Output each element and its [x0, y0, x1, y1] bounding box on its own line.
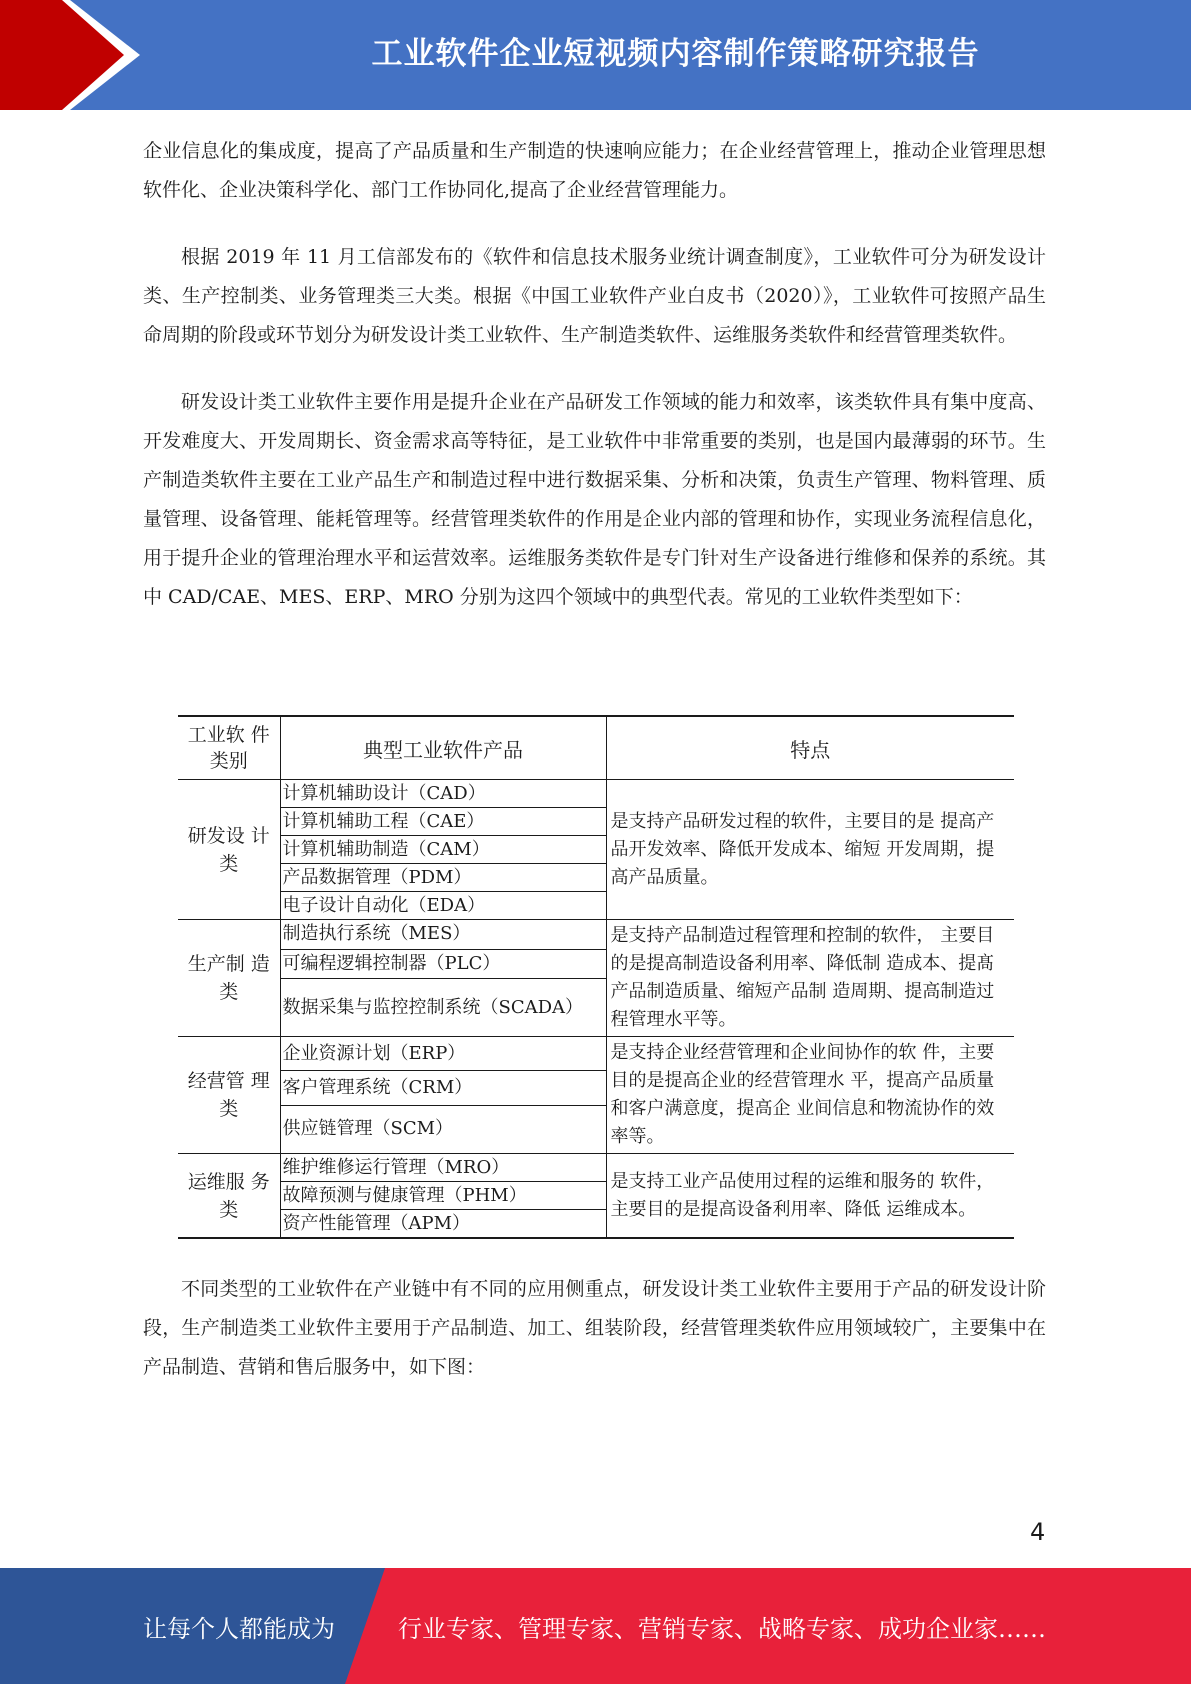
category-cell: 经营管 理类: [178, 1037, 280, 1154]
table-row: [178, 1154, 1014, 1182]
body-content: [143, 132, 1046, 617]
feature-cell: 是支持产品研发过程的软件，主要目的是 提高产品开发效率、降低开发成本、缩短 开发周期，提高产品质量。: [606, 780, 1014, 920]
product-cell: 计算机辅助制造（CAM）: [280, 836, 606, 864]
footer-slogan-left: 让每个人都能成为: [143, 1614, 335, 1643]
product-cell: 供应链管理（SCM）: [280, 1105, 606, 1153]
category-cell: 生产制 造类: [178, 920, 280, 1037]
product-cell: 电子设计自动化（EDA）: [280, 892, 606, 920]
product-cell: 客户管理系统（CRM）: [280, 1071, 606, 1105]
header-category: 工业软 件类别: [178, 716, 280, 780]
body-content-after-table: [143, 1270, 1046, 1387]
paragraph-1: 企业信息化的集成度，提高了产品质量和生产制造的快速响应能力；在企业经营管理上，推动企业管理思想软件化、企业决策科学化、部门工作协同化,提高了企业经营管理能力。: [143, 140, 1046, 201]
product-cell: 计算机辅助设计（CAD）: [280, 780, 606, 808]
product-cell: 数据采集与监控控制系统（SCADA）: [280, 979, 606, 1037]
product-cell: 资产性能管理（APM）: [280, 1210, 606, 1239]
product-cell: 产品数据管理（PDM）: [280, 864, 606, 892]
feature-cell: 是支持产品制造过程管理和控制的软件， 主要目的是提高制造设备利用率、降低制 造成本、提髙产品制造质量、缩短产品制 造周期、提高制造过程管理水平等。: [606, 920, 1014, 1037]
table-row: [178, 1037, 1014, 1071]
footer-slogan-right: 行业专家、管理专家、营销专家、战略专家、成功企业家……: [398, 1614, 1046, 1643]
category-cell: 运维服 务类: [178, 1154, 280, 1239]
feature-cell: 是支持企业经营管理和企业间协作的软 件，主要目的是提高企业的经营管理水 平，提高产品质量和客户满意度，提高企 业间信息和物流协作的效率等。: [606, 1037, 1014, 1154]
product-cell: 维护维修运行管理（MRO）: [280, 1154, 606, 1182]
product-cell: 制造执行系统（MES）: [280, 920, 606, 950]
table-header-row: [178, 716, 1014, 780]
header-red-arrow: [0, 0, 140, 110]
product-cell: 可编程逻辑控制器（PLC）: [280, 949, 606, 979]
header-features: 特点: [606, 716, 1014, 780]
product-cell: 故障预测与健康管理（PHM）: [280, 1182, 606, 1210]
table-row: [178, 920, 1014, 950]
paragraph-2: 根据 2019 年 11 月工信部发布的《软件和信息技术服务业统计调查制度》，工业软件可分为研发设计类、生产控制类、业务管理类三大类。根据《中国工业软件产业白皮书（2020）》，工业软件可按照产品生命周期的阶段或环节划分为研发设计类工业软件、生产制造类软件、运维服务类软件和经营管理类软件。: [143, 246, 1046, 346]
table-row: [178, 780, 1014, 808]
category-cell: 研发设 计类: [178, 780, 280, 920]
header-title: 工业软件企业短视频内容制作策略研究报告: [371, 35, 980, 72]
software-types-table: [178, 715, 1014, 1239]
page-number: 4: [1030, 1518, 1046, 1546]
paragraph-4: 不同类型的工业软件在产业链中有不同的应用侧重点，研发设计类工业软件主要用于产品的研发设计阶段，生产制造类工业软件主要用于产品制造、加工、组装阶段，经营管理类软件应用领域较广，主要集中在产品制造、营销和售后服务中，如下图：: [143, 1278, 1046, 1378]
software-types-table-wrapper: [178, 715, 1014, 1239]
product-cell: 计算机辅助工程（CAE）: [280, 808, 606, 836]
feature-cell: 是支持工业产品使用过程的运维和服务的 软件，主要目的是提高设备利用率、降低 运维成本。: [606, 1154, 1014, 1239]
header-products: 典型工业软件产品: [280, 716, 606, 780]
page-header: [0, 0, 1191, 110]
paragraph-3: 研发设计类工业软件主要作用是提升企业在产品研发工作领域的能力和效率，该类软件具有集中度高、开发难度大、开发周期长、资金需求高等特征，是工业软件中非常重要的类别，也是国内最薄弱的环节。生产制造类软件主要在工业产品生产和制造过程中进行数据采集、分析和决策，负责生产管理、物料管理、质量管理、设备管理、能耗管理等。经营管理类软件的作用是企业内部的管理和协作，实现业务流程信息化，用于提升企业的管理治理水平和运营效率。运维服务类软件是专门针对生产设备进行维修和保养的系统。其中 CAD/CAE、MES、ERP、MRO 分别为这四个领域中的典型代表。常见的工业软件类型如下：: [143, 391, 1046, 608]
page-footer: [0, 1568, 1191, 1684]
product-cell: 企业资源计划（ERP）: [280, 1037, 606, 1071]
